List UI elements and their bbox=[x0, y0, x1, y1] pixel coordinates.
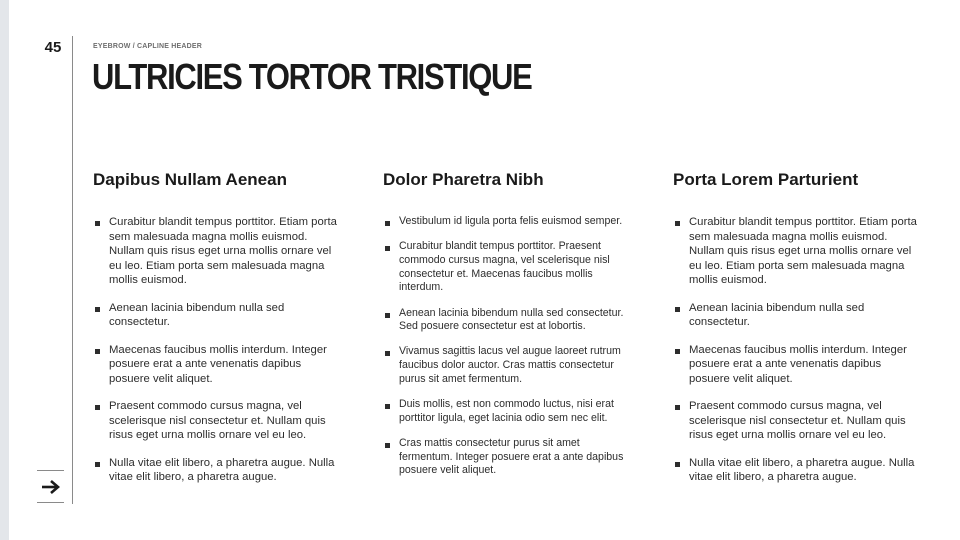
bullet-item: Maecenas faucibus mollis interdum. Integer posuere erat a ante venenatis dapibus posuere velit aliquet. bbox=[93, 343, 345, 387]
next-slide-button[interactable] bbox=[37, 470, 64, 503]
column-1 bbox=[93, 170, 345, 498]
bullet-item: Aenean lacinia bibendum nulla sed consectetur. Sed posuere consectetur est at lobortis. bbox=[383, 307, 635, 334]
arrow-right-icon bbox=[40, 479, 62, 495]
page-number: 45 bbox=[44, 39, 62, 56]
bullet-item: Aenean lacinia bibendum nulla sed consectetur. bbox=[93, 301, 345, 330]
bullet-item: Aenean lacinia bibendum nulla sed consectetur. bbox=[673, 301, 925, 330]
bullet-item: Curabitur blandit tempus porttitor. Etiam porta sem malesuada magna mollis euismod. Nullam quis risus eget urna mollis ornare vel eu leo. Etiam porta sem malesuada magna mollis euismod. bbox=[93, 215, 345, 288]
bullet-item: Nulla vitae elit libero, a pharetra augue. Nulla vitae elit libero, a pharetra augue. bbox=[93, 456, 345, 485]
eyebrow-header: EYEBROW / CAPLINE HEADER bbox=[93, 43, 203, 50]
bullet-list bbox=[383, 215, 635, 478]
bullet-item: Vestibulum id ligula porta felis euismod semper. bbox=[383, 215, 635, 229]
bullet-list bbox=[93, 215, 345, 485]
bullet-item: Praesent commodo cursus magna, vel scelerisque nisl consectetur et. Nullam quis risus eget urna mollis ornare vel eu leo. bbox=[673, 399, 925, 443]
column-heading: Dolor Pharetra Nibh bbox=[383, 170, 544, 189]
bullet-item: Duis mollis, est non commodo luctus, nisi erat porttitor ligula, eget lacinia odio sem nec elit. bbox=[383, 398, 635, 425]
bullet-item: Nulla vitae elit libero, a pharetra augue. Nulla vitae elit libero, a pharetra augue. bbox=[673, 456, 925, 485]
bullet-item: Cras mattis consectetur purus sit amet fermentum. Integer posuere erat a ante dapibus posuere velit aliquet. bbox=[383, 437, 635, 478]
bullet-item: Curabitur blandit tempus porttitor. Etiam porta sem malesuada magna mollis euismod. Nullam quis risus eget urna mollis ornare vel eu leo. Etiam porta sem malesuada magna mollis euismod. bbox=[673, 215, 925, 288]
column-2 bbox=[383, 170, 635, 490]
column-heading: Porta Lorem Parturient bbox=[673, 170, 859, 189]
bullet-list bbox=[673, 215, 925, 485]
bullet-item: Maecenas faucibus mollis interdum. Integer posuere erat a ante venenatis dapibus posuere velit aliquet. bbox=[673, 343, 925, 387]
bullet-item: Praesent commodo cursus magna, vel scelerisque nisl consectetur et. Nullam quis risus eget urna mollis ornare vel eu leo. bbox=[93, 399, 345, 443]
vertical-divider bbox=[72, 36, 73, 504]
column-3 bbox=[673, 170, 925, 498]
left-accent-strip bbox=[0, 0, 9, 540]
bullet-item: Curabitur blandit tempus porttitor. Praesent commodo cursus magna, vel scelerisque nisl consectetur et. Maecenas faucibus mollis interdum. bbox=[383, 240, 635, 295]
bullet-item: Vivamus sagittis lacus vel augue laoreet rutrum faucibus dolor auctor. Cras mattis consectetur purus sit amet fermentum. bbox=[383, 345, 635, 386]
slide-title: ULTRICIES TORTOR TRISTIQUE bbox=[92, 56, 532, 97]
column-heading: Dapibus Nullam Aenean bbox=[93, 170, 287, 189]
